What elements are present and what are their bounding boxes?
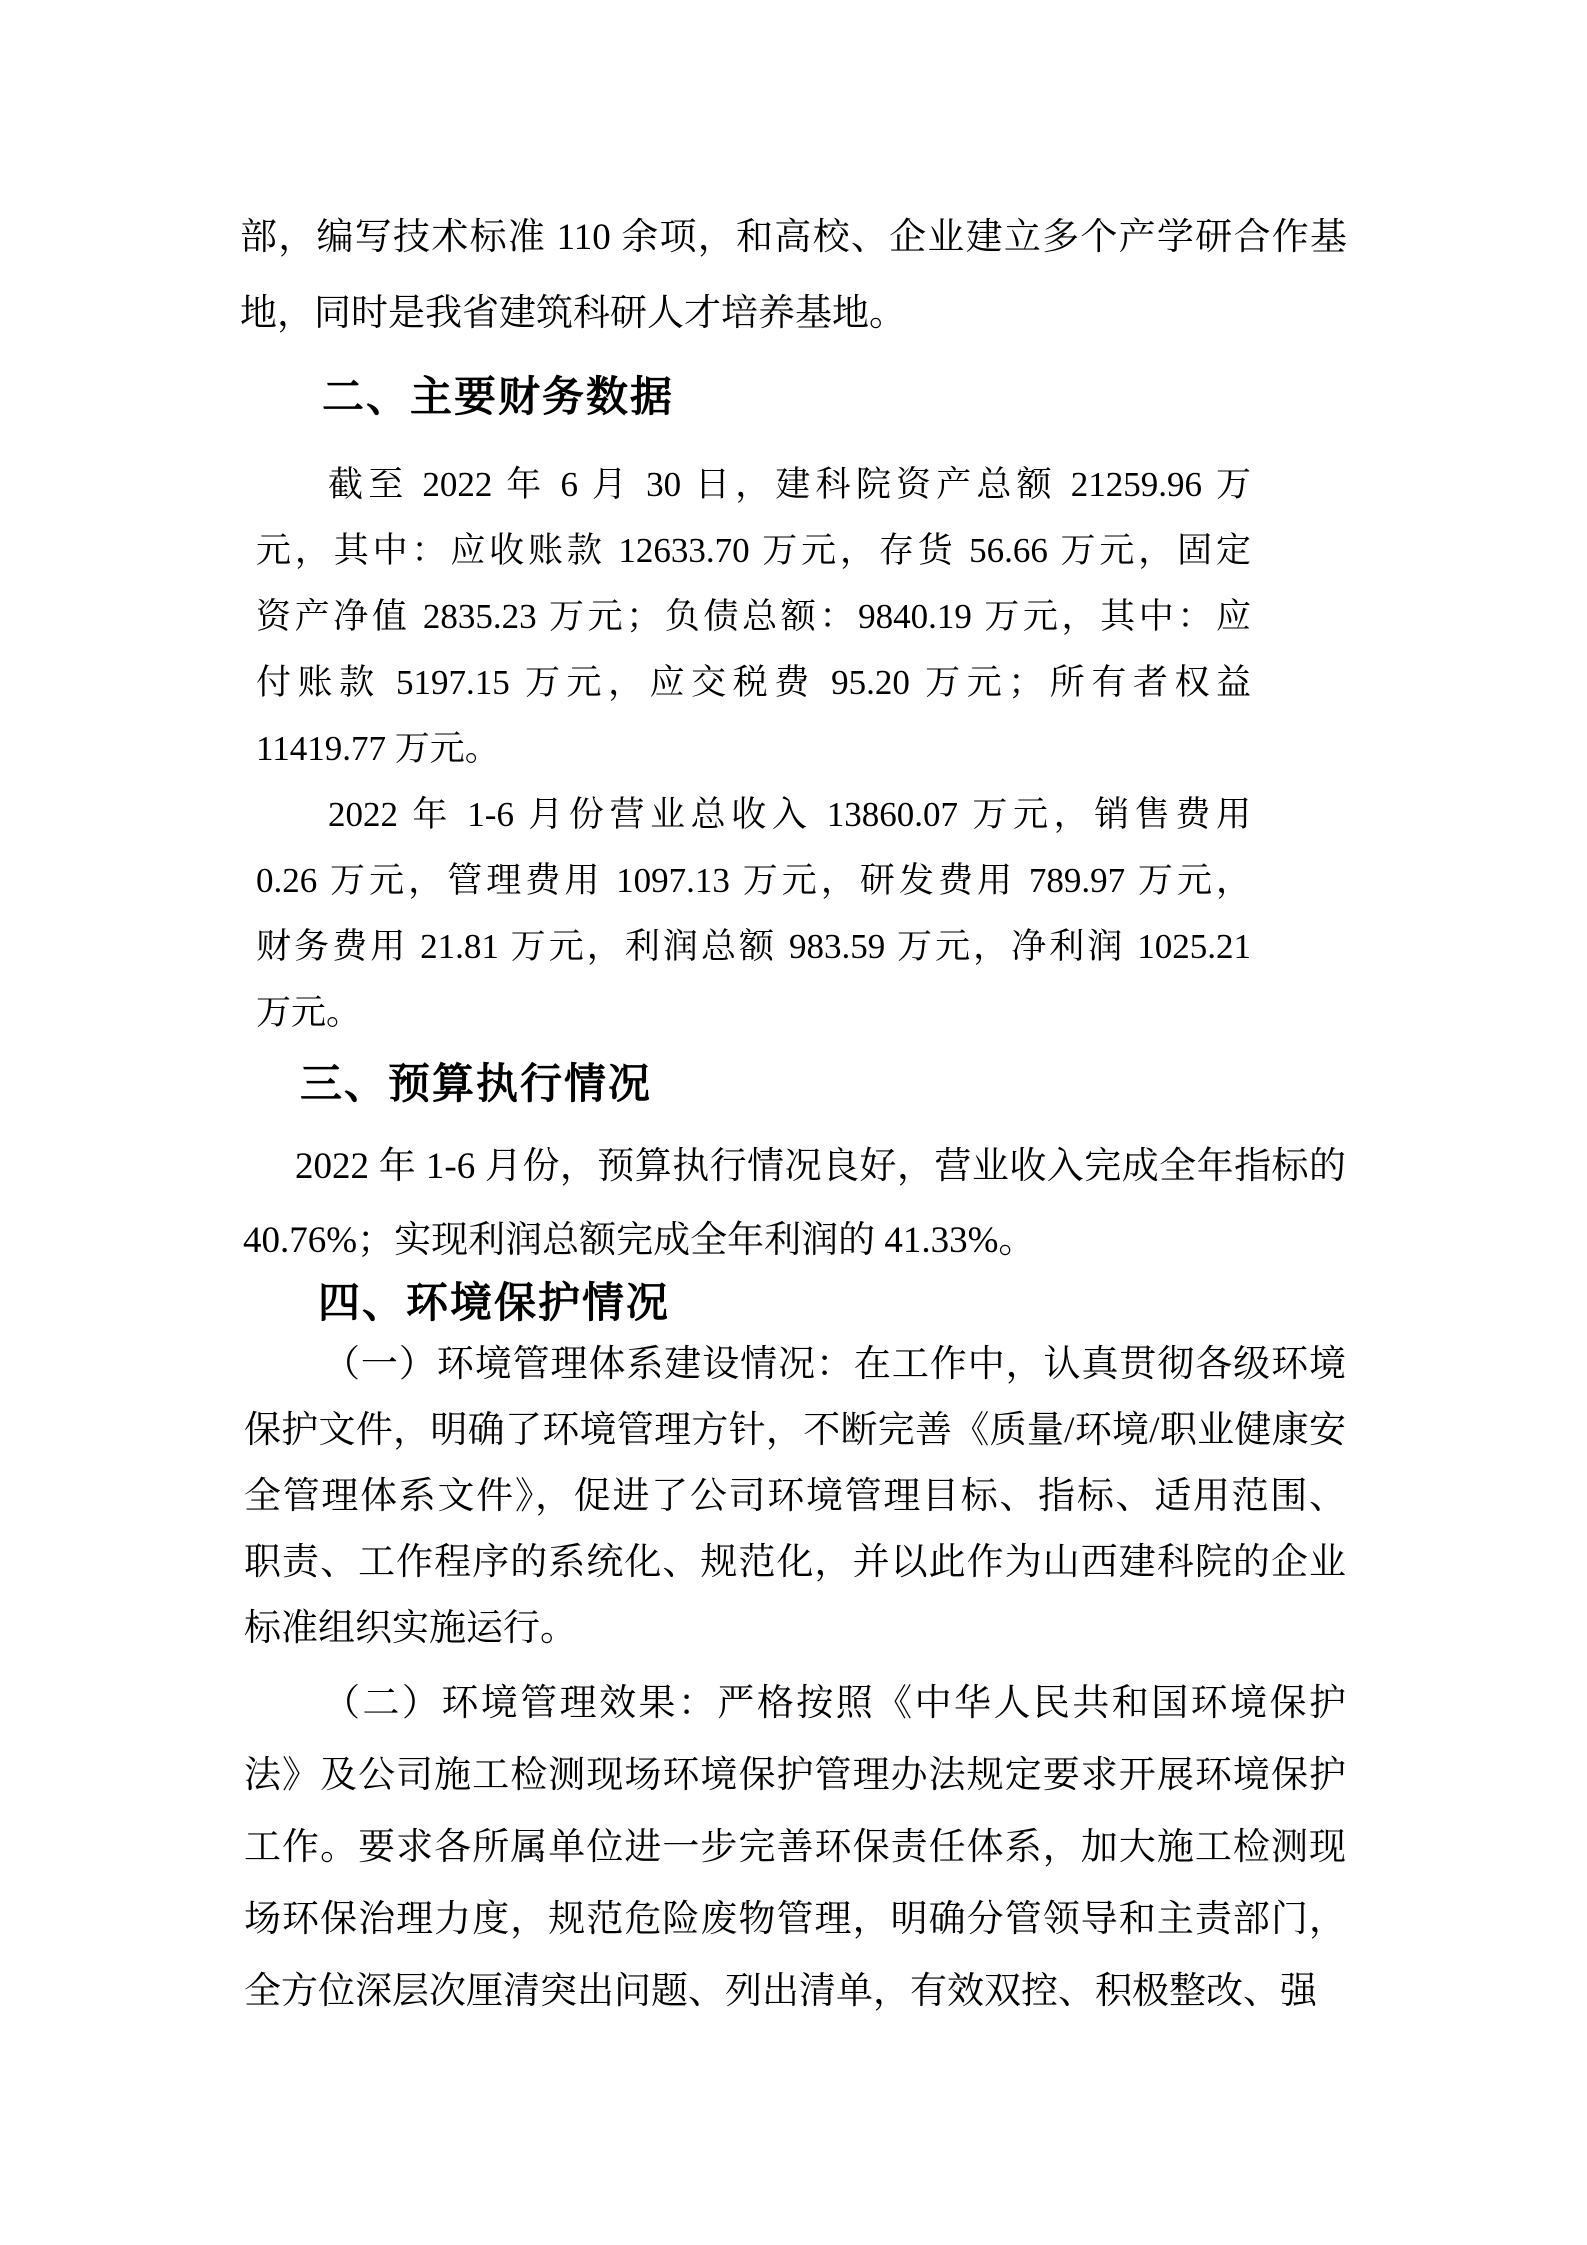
section2-para2-line2: 0.26 万元，管理费用 1097.13 万元，研发费用 789.97 万元， (256, 861, 1251, 900)
section2-para1-line1: 截至 2022 年 6 月 30 日，建科院资产总额 21259.96 万 (328, 465, 1251, 504)
section2-para1-line4: 付账款 5197.15 万元，应交税费 95.20 万元；所有者权益 (256, 663, 1251, 702)
section4-para2-line2: 法》及公司施工检测现场环境保护管理办法规定要求开展环境保护 (244, 1755, 1346, 1796)
section4-para1-line2: 保护文件，明确了环境管理方针，不断完善《质量/环境/职业健康安 (244, 1410, 1346, 1451)
section2-para2-line4: 万元。 (256, 993, 362, 1032)
section2-heading: 二、主要财务数据 (322, 373, 675, 420)
section4-heading: 四、环境保护情况 (318, 1279, 671, 1326)
section3-para1-line1: 2022 年 1-6 月份，预算执行情况良好，营业收入完成全年指标的 (295, 1146, 1346, 1187)
section2-para1-line5: 11419.77 万元。 (256, 729, 500, 768)
section3-para1-line2: 40.76%；实现利润总额完成全年利润的 41.33%。 (243, 1220, 1036, 1261)
section2-para1-line3: 资产净值 2835.23 万元；负债总额：9840.19 万元，其中：应 (256, 597, 1251, 636)
section2-para2-line1: 2022 年 1-6 月份营业总收入 13860.07 万元，销售费用 (328, 795, 1251, 834)
section4-para1-line5: 标准组织实施运行。 (244, 1608, 577, 1649)
section4-para2-line5: 全方位深层次厘清突出问题、列出清单，有效双控、积极整改、强 (244, 1971, 1317, 2012)
section3-heading: 三、预算执行情况 (300, 1060, 653, 1107)
section4-para2-line1: （二）环境管理效果：严格按照《中华人民共和国环境保护 (323, 1683, 1346, 1724)
intro-line-1: 部，编写技术标准 110 余项，和高校、企业建立多个产学研合作基 (240, 217, 1347, 258)
section4-para1-line4: 职责、工作程序的系统化、规范化，并以此作为山西建科院的企业 (244, 1542, 1346, 1583)
section2-para2-line3: 财务费用 21.81 万元，利润总额 983.59 万元，净利润 1025.21 (256, 927, 1251, 966)
section2-para1-line2: 元，其中：应收账款 12633.70 万元，存货 56.66 万元，固定 (256, 531, 1251, 570)
section4-para2-line4: 场环保治理力度，规范危险废物管理，明确分管领导和主责部门， (244, 1899, 1346, 1940)
section4-para1-line1: （一）环境管理体系建设情况：在工作中，认真贯彻各级环境 (323, 1344, 1346, 1385)
section4-para2-line3: 工作。要求各所属单位进一步完善环保责任体系，加大施工检测现 (244, 1827, 1346, 1868)
intro-line-2: 地，同时是我省建筑科研人才培养基地。 (240, 293, 906, 334)
section4-para1-line3: 全管理体系文件》，促进了公司环境管理目标、指标、适用范围、 (244, 1476, 1346, 1517)
